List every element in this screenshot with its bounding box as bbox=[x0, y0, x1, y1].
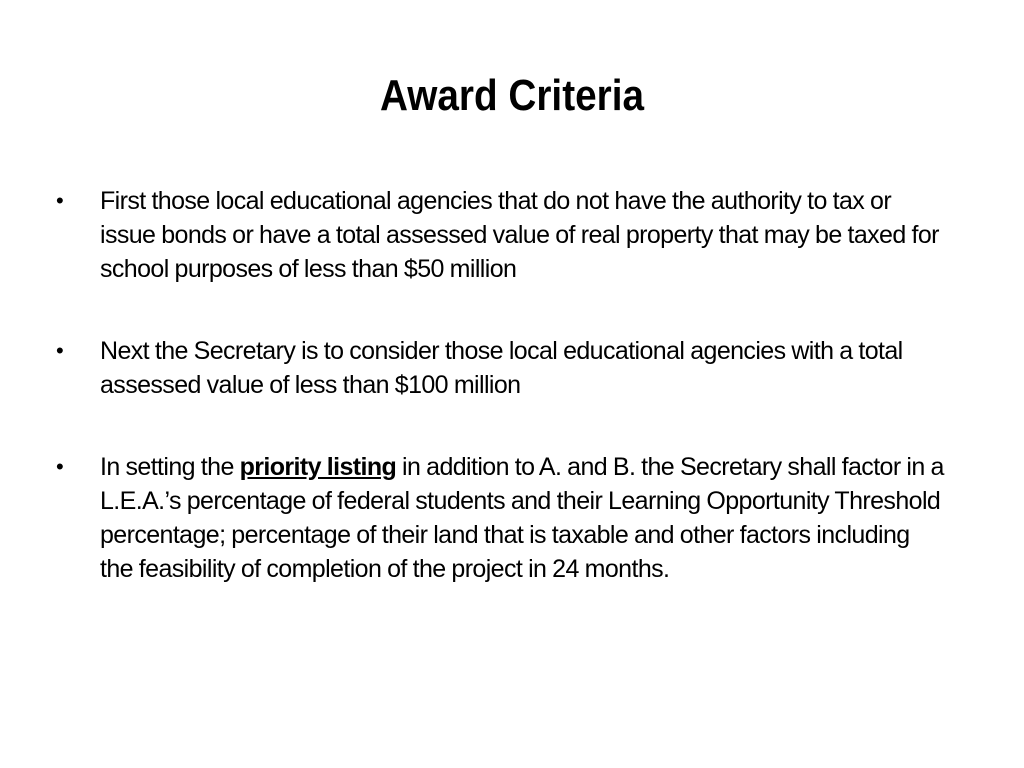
bullet-item-1 bbox=[56, 184, 946, 286]
bullet-text-3-before: In setting the bbox=[100, 453, 240, 481]
bullet-marker: • bbox=[56, 454, 64, 479]
slide-title: Award Criteria bbox=[380, 71, 644, 120]
bullet-text-3 bbox=[100, 450, 946, 586]
priority-listing-emphasis: priority listing bbox=[239, 453, 397, 481]
bullet-text-3-after: in addition to A. and B. the Secretary shall factor in a L.E.A.’s percentage of federal students and their Learning Opportunity Threshold percentage; percentage of their land that is taxable and other factors including the feasibility of completion of the project in 24 months. bbox=[100, 453, 944, 583]
bullet-item-2 bbox=[56, 334, 946, 402]
bullet-item-3 bbox=[56, 450, 946, 586]
bullet-text-2: Next the Secretary is to consider those local educational agencies with a total assessed value of less than $100 million bbox=[100, 337, 903, 399]
bullet-text-1: First those local educational agencies that do not have the authority to tax or issue bonds or have a total assessed value of real property that may be taxed for school purposes of less than $50 million bbox=[100, 187, 939, 283]
bullet-list bbox=[56, 184, 946, 586]
bullet-marker: • bbox=[56, 338, 64, 363]
bullet-marker: • bbox=[56, 188, 64, 213]
